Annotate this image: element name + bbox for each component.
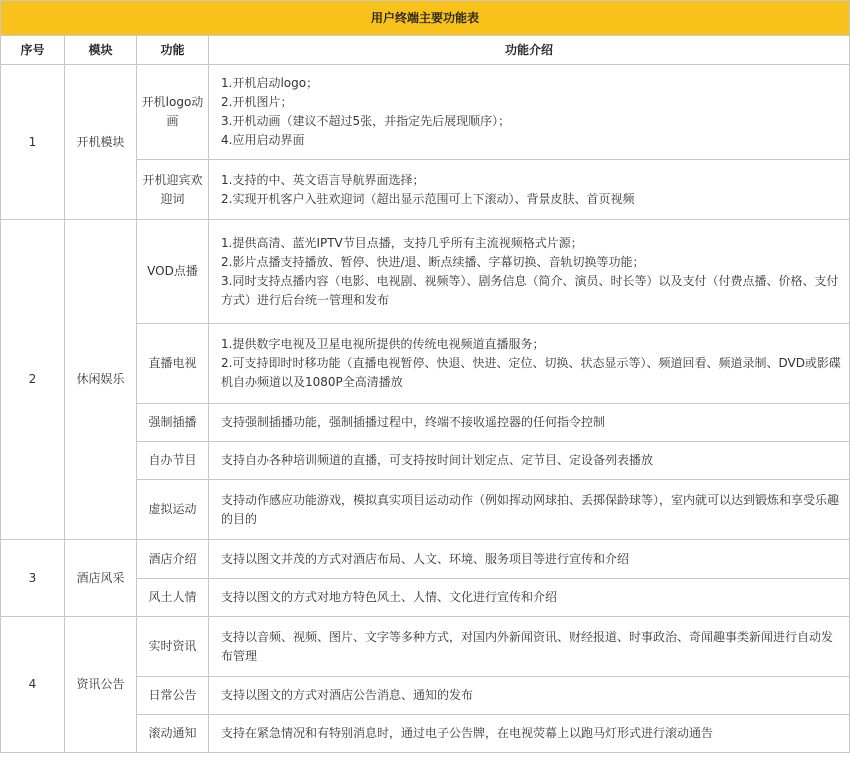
function-description (209, 540, 850, 579)
header-no: 序号 (1, 36, 65, 65)
description-line: 2.实现开机客户入驻欢迎词（超出显示范围可上下滚动）、背景皮肤、首页视频 (221, 191, 635, 206)
function-name: 开机迎宾欢迎词 (137, 160, 209, 220)
function-name: 日常公告 (137, 677, 209, 715)
description-line: 支持在紧急情况和有特别消息时，通过电子公告牌，在电视荧幕上以跑马灯形式进行滚动通告 (221, 726, 714, 740)
function-name: 强制插播 (137, 404, 209, 442)
table-header-row (1, 36, 850, 65)
table-row (1, 220, 850, 324)
description-line: 支持以图文并茂的方式对酒店布局、人文、环境、服务项目等进行宣传和介绍 (221, 551, 630, 566)
description-line: 3.开机动画（建议不超过5张，并指定先后展现顺序）； (221, 114, 511, 128)
function-description (209, 480, 850, 540)
function-description (209, 677, 850, 715)
description-line: 1.开机启动logo； (221, 76, 319, 90)
function-description (209, 715, 850, 753)
module-name: 酒店风采 (65, 540, 137, 617)
description-line: 支持动作感应功能游戏，模拟真实项目运动动作（例如挥动网球拍、丢掷保龄球等），室内就可以达到锻炼和享受乐趣的目的 (221, 492, 840, 526)
function-name: 直播电视 (137, 324, 209, 404)
table-row (1, 65, 850, 160)
table-row (1, 617, 850, 677)
function-name: 酒店介绍 (137, 540, 209, 579)
module-name: 开机模块 (65, 65, 137, 220)
table-title-row (1, 1, 850, 36)
description-line: 1.提供高清、蓝光IPTV节目点播，支持几乎所有主流视频格式片源； (221, 235, 583, 250)
description-line: 2.影片点播支持播放、暂停、快进/退、断点续播、字幕切换、音轨切换等功能； (221, 254, 645, 269)
function-description (209, 220, 850, 324)
function-description (209, 579, 850, 617)
function-name: 开机logo动画 (137, 65, 209, 160)
group-number: 1 (1, 65, 65, 220)
module-name: 休闲娱乐 (65, 220, 137, 540)
function-name: VOD点播 (137, 220, 209, 324)
table-row (1, 540, 850, 579)
function-description (209, 617, 850, 677)
function-name: 虚拟运动 (137, 480, 209, 540)
function-name: 滚动通知 (137, 715, 209, 753)
description-line: 1.支持的中、英文语言导航界面选择； (221, 172, 425, 187)
function-description (209, 442, 850, 480)
header-function: 功能 (137, 36, 209, 65)
description-line: 4.应用启动界面 (221, 133, 305, 147)
description-line: 1.提供数字电视及卫星电视所提供的传统电视频道直播服务； (221, 337, 545, 351)
group-number: 3 (1, 540, 65, 617)
description-line: 2.开机图片； (221, 95, 293, 109)
description-line: 2.可支持即时时移功能（直播电视暂停、快退、快进、定位、切换、状态显示等）、频道回看、频道录制、DVD或影碟机自办频道以及1080P全高清播放 (221, 356, 841, 389)
group-number: 4 (1, 617, 65, 753)
function-name: 自办节目 (137, 442, 209, 480)
function-description (209, 404, 850, 442)
description-line: 支持自办各种培训频道的直播，可支持按时间计划定点、定节目、定设备列表播放 (221, 453, 654, 467)
module-name: 资讯公告 (65, 617, 137, 753)
function-name: 风土人情 (137, 579, 209, 617)
description-line: 支持以图文的方式对地方特色风土、人情、文化进行宣传和介绍 (221, 590, 558, 604)
description-line: 支持以图文的方式对酒店公告消息、通知的发布 (221, 688, 474, 702)
header-module: 模块 (65, 36, 137, 65)
description-line: 3.同时支持点播内容（电影、电视剧、视频等）、剧务信息（简介、演员、时长等）以及支付（付费点播、价格、支付方式）进行后台统一管理和发布 (221, 273, 839, 307)
header-description: 功能介绍 (209, 36, 850, 65)
function-name: 实时资讯 (137, 617, 209, 677)
group-number: 2 (1, 220, 65, 540)
function-description (209, 324, 850, 404)
description-line: 支持以音频、视频、图片、文字等多种方式，对国内外新闻资讯、财经报道、时事政治、奇闻趣事类新闻进行自动发布管理 (221, 629, 834, 663)
function-description (209, 160, 850, 220)
table-title: 用户终端主要功能表 (1, 1, 850, 36)
function-description (209, 65, 850, 160)
description-line: 支持强制插播功能，强制插播过程中，终端不接收遥控器的任何指令控制 (221, 415, 606, 429)
